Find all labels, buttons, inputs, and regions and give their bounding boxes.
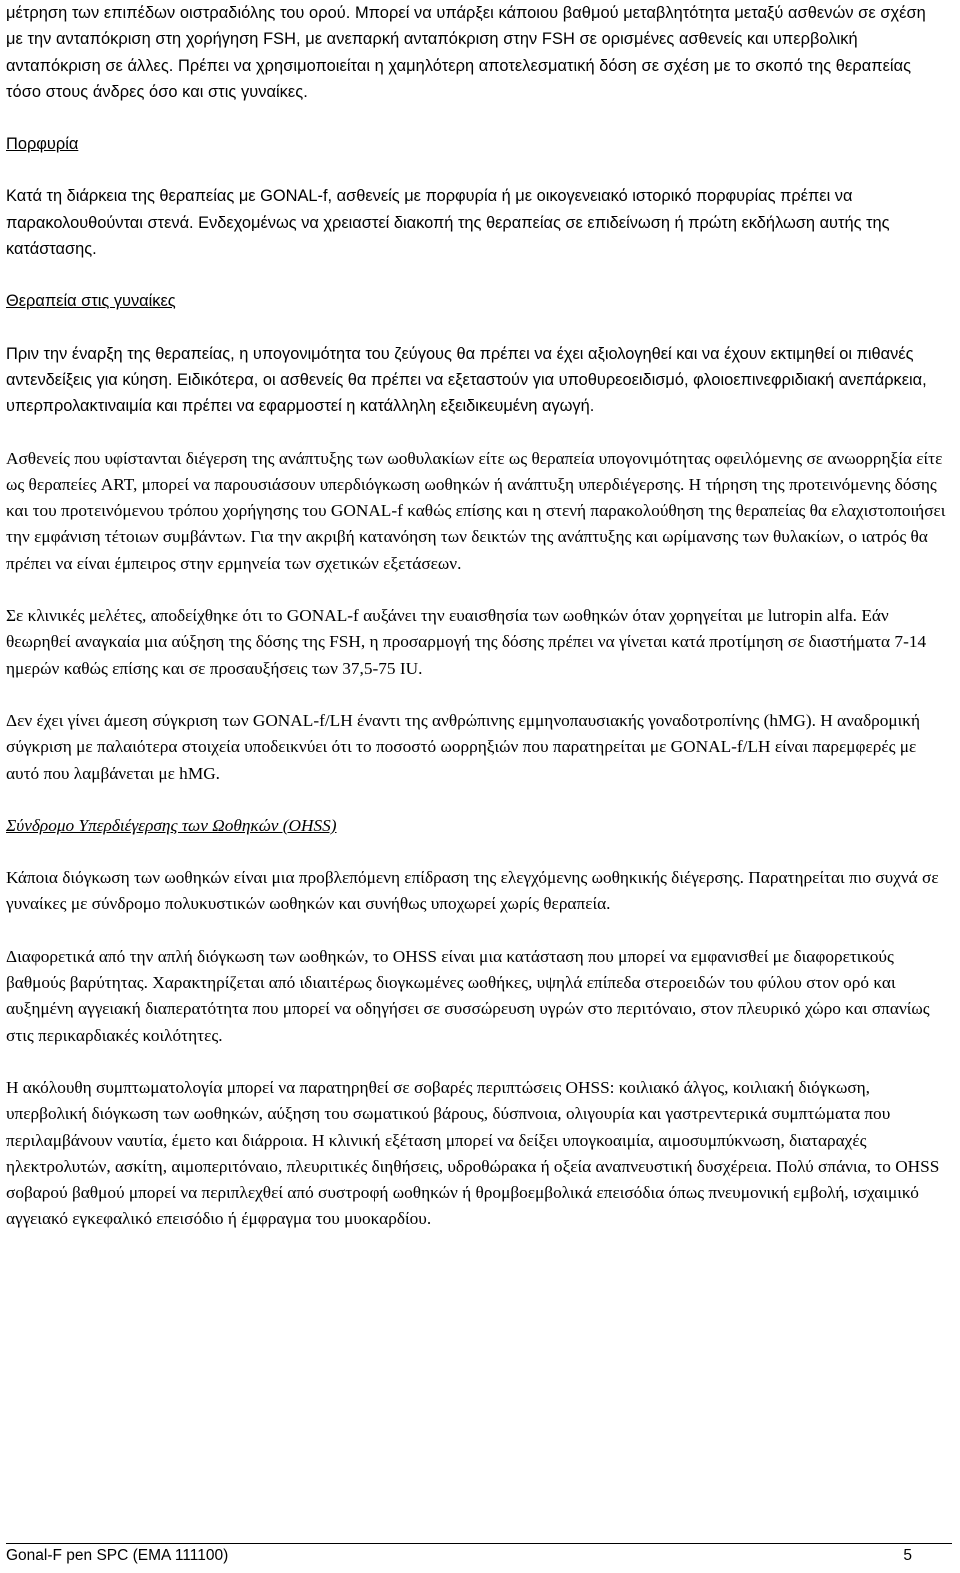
paragraph-pretreatment: Πριν την έναρξη της θεραπείας, η υπογονιμότητα του ζεύγους θα πρέπει να έχει αξιολογηθεί και να έχουν εκτιμηθεί οι πιθανές αντενδείξεις για κύηση. Ειδικότερα, οι ασθενείς θα πρέπει να εξεταστούν για υποθυρεοειδισμό, φλοιοεπινεφριδιακή ανεπάρκεια, υπερπρολακτιναιμία και πρέπει να εφαρμοστεί η κατάλληλη εξειδικευμένη αγωγή. (6, 344, 927, 416)
footer-document-reference: Gonal-F pen SPC (EMA 111100) (6, 1547, 229, 1564)
paragraph-stimulation: Ασθενείς που υφίστανται διέγερση της ανάπτυξης των ωοθυλακίων είτε ως θεραπεία υπογονιμότητας οφειλόμενης σε ανωορρηξία είτε ως θεραπείες ART, μπορεί να παρουσιάσουν υπερδιόγκωση ωοθηκών ή ανάπτυξη υπερδιέγερσης. Η τήρηση της προτεινόμενης δόσης και του προτεινόμενου τρόπου χορήγησης του GONAL-f καθώς επίσης και η στενή παρακολούθηση της θεραπείας θα ελαχιστοποιήσει την εμφάνιση τέτοιων συμβάντων. Για την ακριβή κατανόηση των δεικτών της ανάπτυξης και ωρίμανσης των θυλακίων, ο ιατρός θα πρέπει να είναι έμπειρος στην ερμηνεία των σχετικών εξετάσεων. (6, 448, 946, 573)
paragraph-text: μέτρηση των επιπέδων οιστραδιόλης του ορού. Μπορεί να υπάρξει κάποιου βαθμού μεταβλητότητα μεταξύ ασθενών σε σχέση με την ανταπόκριση στη χορήγηση FSH, με ανεπαρκή ανταπόκριση στην FSH σε ορισμένες ασθενείς και υπερβολική ανταπόκριση σε άλλες. Πρέπει να χρησιμοποιείται η χαμηλότερη αποτελεσματική δόση σε σχέση με το σκοπό της θεραπείας τόσο στους άνδρες όσο και στις γυναίκες. (6, 4, 926, 101)
paragraph-clinical-studies: Σε κλινικές μελέτες, αποδείχθηκε ότι το GONAL-f αυξάνει την ευαισθησία των ωοθηκών όταν χορηγείται με lutropin alfa. Εάν θεωρηθεί αναγκαία μια αύξηση της δόσης της FSH, η προσαρμογή της δόσης πρέπει να γίνεται κατά προτίμηση σε διαστήματα 7-14 ημερών καθώς επίσης και σε προσαυξήσεις των 37,5-75 IU. (6, 606, 927, 678)
paragraph-intro (6, 0, 946, 105)
footer-page-number: 5 (903, 1547, 912, 1564)
paragraph-hmg-comparison: Δεν έχει γίνει άμεση σύγκριση των GONAL-f/LH έναντι της ανθρώπινης εμμηνοπαυσιακής γοναδοτροπίνης (hMG). Η αναδρομική σύγκριση με παλαιότερα στοιχεία υποδεικνύει ότι το ποσοστό ωορρηξιών που παρατηρείται με GONAL-f/LH είναι παρεμφερές με αυτό που λαμβάνεται με hMG. (6, 710, 921, 783)
heading-porphyria: Πορφυρία (6, 135, 79, 154)
page-footer (6, 1546, 912, 1566)
paragraph-ohss-symptoms: Η ακόλουθη συμπτωματολογία μπορεί να παρατηρηθεί σε σοβαρές περιπτώσεις OHSS: κοιλιακό άλγος, κοιλιακή διόγκωση, υπερβολική διόγκωση των ωοθηκών, αύξηση του σωματικού βάρους, δύσπνοια, ολιγουρία και γαστρεντερικά συμπτώματα που περιλαμβάνουν ναυτία, έμετο και διάρροια. Η κλινική εξέταση μπορεί να δείξει υπογκοαιμία, αιμοσυμπύκνωση, διαταραχές ηλεκτρολυτών, ασκίτη, αιμοπεριτόναιο, πλευριτικές διηθήσεις, υδροθώρακα ή οξεία αναπνευστική δυσχέρεια. Πολύ σπάνια, το OHSS σοβαρού βαθμού μπορεί να περιπλεχθεί από συστροφή ωοθηκών ή θρομβοεμβολικά επεισόδια όπως πνευμονική εμβολή, ισχαιμικό αγγειακό εγκεφαλικό επεισόδιο ή έμφραγμα του μυοκαρδίου. (6, 1077, 940, 1229)
heading-treatment-women: Θεραπεία στις γυναίκες (6, 292, 176, 311)
paragraph-porphyria: Κατά τη διάρκεια της θεραπείας με GONAL-f, ασθενείς με πορφυρία ή με οικογενειακό ιστορικό πορφυρίας πρέπει να παρακολουθούνται στενά. Ενδεχομένως να χρειαστεί διακοπή της θεραπείας σε επιδείνωση ή πρώτη εκδήλωση αυτής της κατάστασης. (6, 187, 890, 259)
paragraph-ovarian-enlargement: Κάποια διόγκωση των ωοθηκών είναι μια προβλεπόμενη επίδραση της ελεγχόμενης ωοθηκικής διέγερσης. Παρατηρείται πιο συχνά σε γυναίκες με σύνδρομο πολυκυστικών ωοθηκών και συνήθως υποχωρεί χωρίς θεραπεία. (6, 868, 939, 914)
heading-ohss: Σύνδρομο Υπερδιέγερσης των Ωοθηκών (OHSS) (6, 815, 337, 835)
paragraph-ohss-description: Διαφορετικά από την απλή διόγκωση των ωοθηκών, το OHSS είναι μια κατάσταση που μπορεί να εμφανισθεί με διαφορετικούς βαθμούς βαρύτητας. Χαρακτηρίζεται από ιδιαιτέρως διογκωμένες ωοθήκες, υψηλά επίπεδα στεροειδών του φύλου στον ορό και αυξημένη αγγειακή διαπερατότητα που μπορεί να οδηγήσει σε συσσώρευση υγρών στο περιτόναιο, στον πλευρικό χώρο και σπανίως στις περικαρδιακές κοιλότητες. (6, 946, 930, 1045)
document-page (6, 0, 946, 1233)
footer-divider (6, 1543, 952, 1544)
